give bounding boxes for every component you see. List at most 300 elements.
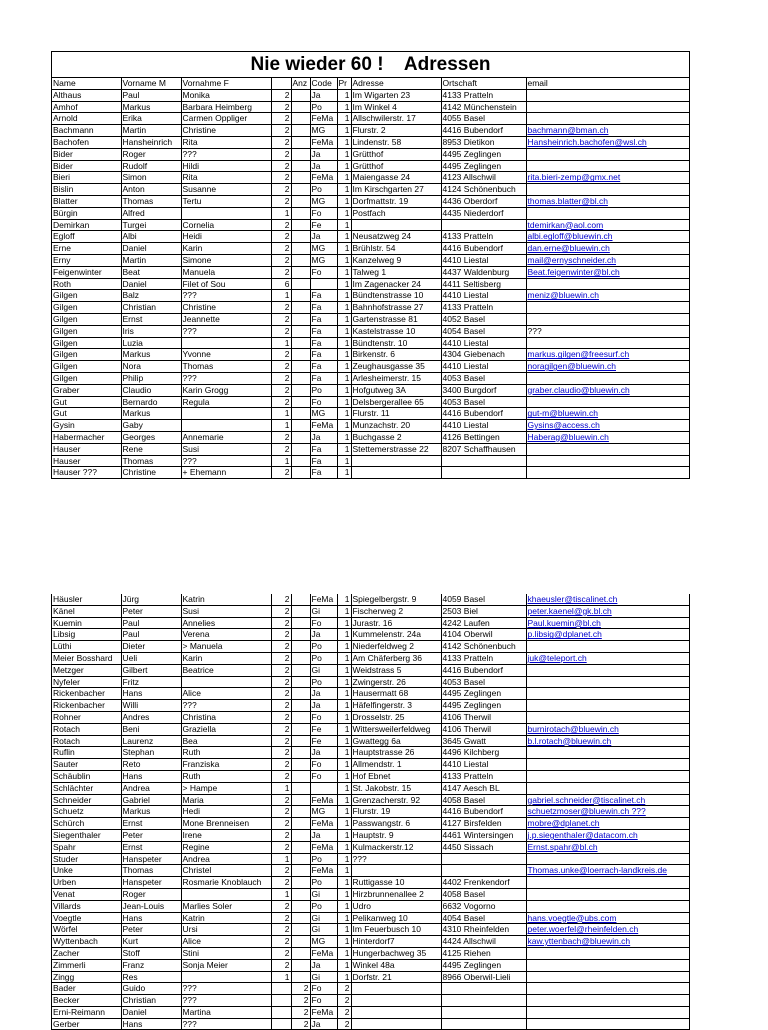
cell-pr: 1 xyxy=(337,605,351,617)
cell-locality: 4133 Pratteln xyxy=(441,231,526,243)
cell-pr: 1 xyxy=(337,829,351,841)
cell-code: MG xyxy=(310,195,337,207)
table-row xyxy=(52,431,689,443)
cell-email xyxy=(526,1006,689,1018)
cell-vorname-f: Monika xyxy=(181,89,271,101)
cell-locality: 4416 Bubendorf xyxy=(441,408,526,420)
cell-count-b xyxy=(291,900,310,912)
cell-pr: 1 xyxy=(337,384,351,396)
cell-address: Hausermatt 68 xyxy=(351,688,441,700)
cell-count-b xyxy=(291,723,310,735)
cell-vorname-m: Luzia xyxy=(121,337,181,349)
cell-count-b xyxy=(291,912,310,924)
cell-count-b xyxy=(291,629,310,641)
cell-count-b: 2 xyxy=(291,983,310,995)
cell-address: Zwingerstr. 26 xyxy=(351,676,441,688)
cell-vorname-f xyxy=(181,888,271,900)
table-row xyxy=(52,924,689,936)
cell-address: Grenzacherstr. 92 xyxy=(351,794,441,806)
cell-name: Gerber xyxy=(52,1018,121,1030)
cell-locality xyxy=(441,219,526,231)
cell-vorname-m: Albi xyxy=(121,231,181,243)
cell-name: Gilgen xyxy=(52,325,121,337)
cell-email[interactable]: Hansheinrich.bachofen@wsl.ch xyxy=(526,136,689,148)
cell-locality: 8207 Schaffhausen xyxy=(441,443,526,455)
cell-count-b xyxy=(291,877,310,889)
cell-email xyxy=(526,278,689,290)
cell-vorname-m: Simon xyxy=(121,172,181,184)
cell-code: FeMa xyxy=(310,794,337,806)
cell-vorname-m: Jürg xyxy=(121,594,181,605)
table-row xyxy=(52,184,689,196)
cell-email[interactable]: Haberag@bluewin.ch xyxy=(526,431,689,443)
cell-count-b xyxy=(291,325,310,337)
cell-vorname-f: > Hampe xyxy=(181,782,271,794)
cell-address: Im Wigarten 23 xyxy=(351,89,441,101)
cell-vorname-f: Verena xyxy=(181,629,271,641)
cell-code: MG xyxy=(310,125,337,137)
cell-code: Po xyxy=(310,384,337,396)
cell-code: Ja xyxy=(310,829,337,841)
cell-code: Po xyxy=(310,652,337,664)
cell-email[interactable]: peter.woerfel@rheinfelden.ch xyxy=(526,924,689,936)
cell-locality xyxy=(441,467,526,479)
cell-pr: 1 xyxy=(337,688,351,700)
cell-email[interactable]: burnirotach@bluewin.ch xyxy=(526,723,689,735)
cell-locality xyxy=(441,853,526,865)
cell-locality xyxy=(441,983,526,995)
table-row xyxy=(52,361,689,373)
cell-count-a: 2 xyxy=(271,641,291,653)
cell-code: Fe xyxy=(310,735,337,747)
cell-count-b xyxy=(291,172,310,184)
cell-locality: 4133 Pratteln xyxy=(441,89,526,101)
table-row xyxy=(52,617,689,629)
cell-code: FeMa xyxy=(310,420,337,432)
cell-locality: 4053 Basel xyxy=(441,372,526,384)
cell-locality: 4410 Liestal xyxy=(441,290,526,302)
cell-count-a: 2 xyxy=(271,184,291,196)
cell-pr: 1 xyxy=(337,782,351,794)
cell-email[interactable]: gut-m@bluewin.ch xyxy=(526,408,689,420)
cell-name: Zacher xyxy=(52,947,121,959)
table-row xyxy=(52,735,689,747)
cell-count-a: 1 xyxy=(271,455,291,467)
cell-name: Libsig xyxy=(52,629,121,641)
cell-vorname-f: Susanne xyxy=(181,184,271,196)
cell-vorname-m: Balz xyxy=(121,290,181,302)
cell-email xyxy=(526,443,689,455)
cell-address: Jurastr. 16 xyxy=(351,617,441,629)
cell-vorname-m: Claudio xyxy=(121,384,181,396)
cell-email xyxy=(526,313,689,325)
cell-email[interactable]: mobre@dplanet.ch xyxy=(526,818,689,830)
cell-vorname-m: Hansheinrich xyxy=(121,136,181,148)
cell-pr: 1 xyxy=(337,888,351,900)
cell-address: Flurstr. 11 xyxy=(351,408,441,420)
cell-email xyxy=(526,888,689,900)
cell-code: MG xyxy=(310,806,337,818)
cell-count-a: 1 xyxy=(271,782,291,794)
cell-count-b xyxy=(291,420,310,432)
cell-email[interactable]: khaeusler@tiscalinet.ch xyxy=(526,594,689,605)
cell-address: Passwangstr. 6 xyxy=(351,818,441,830)
cell-count-b xyxy=(291,266,310,278)
cell-locality: 4133 Pratteln xyxy=(441,652,526,664)
cell-count-a: 2 xyxy=(271,652,291,664)
cell-address xyxy=(351,995,441,1007)
cell-vorname-f: Bea xyxy=(181,735,271,747)
cell-email[interactable]: juk@teleport.ch xyxy=(526,652,689,664)
cell-name: Erne xyxy=(52,243,121,255)
cell-email xyxy=(526,337,689,349)
cell-vorname-f xyxy=(181,408,271,420)
table-row xyxy=(52,782,689,794)
cell-count-b xyxy=(291,136,310,148)
cell-email xyxy=(526,877,689,889)
cell-pr: 1 xyxy=(337,723,351,735)
table-row xyxy=(52,900,689,912)
table-row xyxy=(52,420,689,432)
cell-count-b xyxy=(291,455,310,467)
cell-pr: 1 xyxy=(337,467,351,479)
cell-pr: 1 xyxy=(337,302,351,314)
cell-vorname-m: Iris xyxy=(121,325,181,337)
cell-name: Rotach xyxy=(52,723,121,735)
cell-count-a: 2 xyxy=(271,865,291,877)
cell-email[interactable]: Paul.kuemin@bl.ch xyxy=(526,617,689,629)
cell-vorname-f: > Manuela xyxy=(181,641,271,653)
cell-name: Spahr xyxy=(52,841,121,853)
cell-locality: 4126 Bettingen xyxy=(441,431,526,443)
table-row xyxy=(52,160,689,172)
cell-email xyxy=(526,1018,689,1030)
cell-vorname-f: Alice xyxy=(181,936,271,948)
cell-vorname-f: Karin Grogg xyxy=(181,384,271,396)
cell-vorname-m: Paul xyxy=(121,629,181,641)
cell-email xyxy=(526,372,689,384)
table-row xyxy=(52,219,689,231)
cell-email[interactable]: gabriel.schneider@tiscalinet.ch xyxy=(526,794,689,806)
cell-name: Rickenbacher xyxy=(52,700,121,712)
cell-count-a: 2 xyxy=(271,266,291,278)
cell-email[interactable]: j.p.siegenthaler@datacom.ch xyxy=(526,829,689,841)
cell-locality xyxy=(441,865,526,877)
cell-name: Schürch xyxy=(52,818,121,830)
cell-vorname-m: Alfred xyxy=(121,207,181,219)
header-vorname-f: Vornahme F xyxy=(181,78,271,89)
cell-count-b xyxy=(291,254,310,266)
cell-vorname-f: Christine xyxy=(181,302,271,314)
cell-address: Talweg 1 xyxy=(351,266,441,278)
cell-code: MG xyxy=(310,243,337,255)
cell-code: MG xyxy=(310,936,337,948)
cell-address: Im Kirschgarten 27 xyxy=(351,184,441,196)
cell-vorname-f: Tertu xyxy=(181,195,271,207)
cell-address: Ruttigasse 10 xyxy=(351,877,441,889)
cell-email[interactable]: schuetzmoser@bluewin.ch ??? xyxy=(526,806,689,818)
cell-code xyxy=(310,278,337,290)
table-row xyxy=(52,947,689,959)
cell-email[interactable]: Beat.feigenwinter@bl.ch xyxy=(526,266,689,278)
cell-count-a: 2 xyxy=(271,723,291,735)
cell-vorname-m: Markus xyxy=(121,101,181,113)
cell-vorname-m: Thomas xyxy=(121,865,181,877)
cell-address: Gartenstrasse 81 xyxy=(351,313,441,325)
cell-locality: 4416 Bubendorf xyxy=(441,806,526,818)
cell-name: Gut xyxy=(52,408,121,420)
cell-email xyxy=(526,664,689,676)
cell-vorname-m: Peter xyxy=(121,924,181,936)
cell-email[interactable]: mail@ernyschneider.ch xyxy=(526,254,689,266)
cell-pr: 1 xyxy=(337,443,351,455)
cell-email xyxy=(526,396,689,408)
cell-vorname-m: Franz xyxy=(121,959,181,971)
cell-address xyxy=(351,467,441,479)
table-row xyxy=(52,195,689,207)
cell-email[interactable]: Thomas.unke@loerrach-landkreis.de xyxy=(526,865,689,877)
cell-vorname-f: Annemarie xyxy=(181,431,271,443)
cell-email[interactable]: markus.gilgen@freesurf.ch xyxy=(526,349,689,361)
cell-count-a: 2 xyxy=(271,431,291,443)
cell-email[interactable]: Gysins@access.ch xyxy=(526,420,689,432)
cell-vorname-f: Barbara Heimberg xyxy=(181,101,271,113)
cell-count-a: 2 xyxy=(271,136,291,148)
cell-email[interactable]: hans.voegtle@ubs.com xyxy=(526,912,689,924)
cell-pr: 1 xyxy=(337,290,351,302)
cell-pr: 1 xyxy=(337,770,351,782)
cell-name: Hauser ??? xyxy=(52,467,121,479)
address-sheet-bottom xyxy=(51,594,690,1030)
cell-locality: 4106 Therwil xyxy=(441,711,526,723)
table-row xyxy=(52,113,689,125)
cell-email[interactable]: graber.claudio@bluewin.ch xyxy=(526,384,689,396)
cell-email xyxy=(526,688,689,700)
cell-address xyxy=(351,1006,441,1018)
cell-vorname-f xyxy=(181,420,271,432)
cell-pr: 1 xyxy=(337,195,351,207)
cell-locality: 4436 Oberdorf xyxy=(441,195,526,207)
cell-count-a: 2 xyxy=(271,676,291,688)
cell-name: Schlächter xyxy=(52,782,121,794)
cell-pr: 1 xyxy=(337,148,351,160)
cell-locality: 4416 Bubendorf xyxy=(441,664,526,676)
table-row xyxy=(52,1006,689,1018)
cell-email xyxy=(526,302,689,314)
cell-locality: 4133 Pratteln xyxy=(441,770,526,782)
cell-count-b xyxy=(291,148,310,160)
cell-name: Gysin xyxy=(52,420,121,432)
cell-email[interactable]: p.libsig@dplanet.ch xyxy=(526,629,689,641)
cell-code: Fo xyxy=(310,396,337,408)
cell-email[interactable]: rita.bieri-zemp@gmx.net xyxy=(526,172,689,184)
cell-name: Zingg xyxy=(52,971,121,983)
cell-vorname-f: Sonja Meier xyxy=(181,959,271,971)
table-row xyxy=(52,664,689,676)
cell-vorname-f: Mone Brenneisen xyxy=(181,818,271,830)
cell-pr: 2 xyxy=(337,1006,351,1018)
cell-pr: 1 xyxy=(337,408,351,420)
table-row xyxy=(52,372,689,384)
cell-address: Maiengasse 24 xyxy=(351,172,441,184)
cell-code: Fo xyxy=(310,995,337,1007)
cell-code: FeMa xyxy=(310,818,337,830)
cell-code: Fa xyxy=(310,290,337,302)
cell-count-a: 2 xyxy=(271,594,291,605)
cell-locality: 4304 Giebenach xyxy=(441,349,526,361)
cell-count-b xyxy=(291,688,310,700)
table-row xyxy=(52,829,689,841)
cell-count-a xyxy=(271,983,291,995)
cell-pr: 1 xyxy=(337,89,351,101)
cell-vorname-f: Susi xyxy=(181,605,271,617)
cell-vorname-m: Rudolf xyxy=(121,160,181,172)
cell-pr: 1 xyxy=(337,278,351,290)
cell-email[interactable]: albi.egloff@bluewin.ch xyxy=(526,231,689,243)
cell-vorname-f: ??? xyxy=(181,372,271,384)
cell-vorname-m: Georges xyxy=(121,431,181,443)
table-row xyxy=(52,605,689,617)
cell-pr: 1 xyxy=(337,372,351,384)
table-row xyxy=(52,888,689,900)
cell-pr: 1 xyxy=(337,136,351,148)
table-row xyxy=(52,770,689,782)
cell-code: Fa xyxy=(310,313,337,325)
cell-pr: 2 xyxy=(337,1018,351,1030)
cell-name: Hauser xyxy=(52,455,121,467)
cell-vorname-f: Regula xyxy=(181,396,271,408)
cell-name: Gilgen xyxy=(52,349,121,361)
cell-count-b xyxy=(291,759,310,771)
cell-locality: 3400 Burgdorf xyxy=(441,384,526,396)
cell-address: Allschwilerstr. 17 xyxy=(351,113,441,125)
table-row xyxy=(52,302,689,314)
cell-count-a: 2 xyxy=(271,947,291,959)
cell-code: MG xyxy=(310,254,337,266)
cell-email xyxy=(526,959,689,971)
cell-email[interactable]: Ernst.spahr@bl.ch xyxy=(526,841,689,853)
cell-email xyxy=(526,700,689,712)
cell-vorname-m: Res xyxy=(121,971,181,983)
cell-vorname-m: Gilbert xyxy=(121,664,181,676)
cell-locality: 4123 Allschwil xyxy=(441,172,526,184)
cell-name: Rotach xyxy=(52,735,121,747)
cell-email[interactable]: tdemirkan@aol.com xyxy=(526,219,689,231)
cell-code: Ja xyxy=(310,231,337,243)
cell-address: Drosselstr. 25 xyxy=(351,711,441,723)
cell-address: Im Winkel 4 xyxy=(351,101,441,113)
cell-code: Fa xyxy=(310,361,337,373)
cell-count-a: 2 xyxy=(271,396,291,408)
header-count-b: Anz xyxy=(291,78,310,89)
table-row xyxy=(52,865,689,877)
cell-pr: 1 xyxy=(337,900,351,912)
cell-count-a: 6 xyxy=(271,278,291,290)
cell-address xyxy=(351,1018,441,1030)
cell-address: Buchgasse 2 xyxy=(351,431,441,443)
cell-locality: 4424 Allschwil xyxy=(441,936,526,948)
cell-email[interactable]: noragilgen@bluewin.ch xyxy=(526,361,689,373)
cell-vorname-f: Irene xyxy=(181,829,271,841)
table-row xyxy=(52,278,689,290)
cell-code: Fo xyxy=(310,207,337,219)
cell-email[interactable]: peter.kaenel@gk.bl.ch xyxy=(526,605,689,617)
cell-vorname-m: Thomas xyxy=(121,455,181,467)
header-count-a xyxy=(271,78,291,89)
table-row xyxy=(52,759,689,771)
cell-count-b xyxy=(291,865,310,877)
header-row xyxy=(52,78,689,89)
sheet-title: Nie wieder 60 ! Adressen xyxy=(52,52,689,78)
cell-vorname-m: Hanspeter xyxy=(121,877,181,889)
cell-email xyxy=(526,971,689,983)
table-row xyxy=(52,243,689,255)
cell-vorname-m: Ernst xyxy=(121,818,181,830)
cell-code: Ja xyxy=(310,959,337,971)
cell-code: Fo xyxy=(310,759,337,771)
cell-email[interactable]: bachmann@bman.ch xyxy=(526,125,689,137)
cell-locality: 4242 Laufen xyxy=(441,617,526,629)
cell-pr: 1 xyxy=(337,455,351,467)
cell-address: Hauptstr. 9 xyxy=(351,829,441,841)
cell-email[interactable]: kaw.yttenbach@bluewin.ch xyxy=(526,936,689,948)
cell-email xyxy=(526,947,689,959)
cell-vorname-m: Anton xyxy=(121,184,181,196)
cell-count-b xyxy=(291,652,310,664)
cell-pr: 1 xyxy=(337,101,351,113)
cell-vorname-f: Marlies Soler xyxy=(181,900,271,912)
cell-count-b xyxy=(291,243,310,255)
cell-email xyxy=(526,711,689,723)
cell-count-b xyxy=(291,337,310,349)
cell-code: FeMa xyxy=(310,865,337,877)
cell-vorname-f: Hildi xyxy=(181,160,271,172)
cell-name: Siegenthaler xyxy=(52,829,121,841)
cell-locality: 4416 Bubendorf xyxy=(441,243,526,255)
cell-count-b xyxy=(291,408,310,420)
cell-locality: 4411 Seltisberg xyxy=(441,278,526,290)
cell-email[interactable]: b.l.rotach@bluewin.ch xyxy=(526,735,689,747)
cell-address: Postfach xyxy=(351,207,441,219)
cell-vorname-f: Christine xyxy=(181,125,271,137)
cell-vorname-f: ??? xyxy=(181,325,271,337)
table-row xyxy=(52,794,689,806)
cell-email[interactable]: dan.erne@bluewin.ch xyxy=(526,243,689,255)
address-table-bottom xyxy=(52,594,689,1030)
cell-name: Demirkan xyxy=(52,219,121,231)
cell-vorname-f xyxy=(181,971,271,983)
cell-email[interactable]: thomas.blatter@bl.ch xyxy=(526,195,689,207)
cell-vorname-f: Franziska xyxy=(181,759,271,771)
cell-name: Althaus xyxy=(52,89,121,101)
cell-address xyxy=(351,983,441,995)
header-email: email xyxy=(526,78,689,89)
cell-email[interactable]: meniz@bluewin.ch xyxy=(526,290,689,302)
cell-count-a: 1 xyxy=(271,853,291,865)
cell-pr: 1 xyxy=(337,172,351,184)
cell-vorname-f: Cornelia xyxy=(181,219,271,231)
cell-address: Häfelfingerstr. 3 xyxy=(351,700,441,712)
cell-count-b: 2 xyxy=(291,1018,310,1030)
cell-address: Stettemerstrasse 22 xyxy=(351,443,441,455)
cell-vorname-f: ??? xyxy=(181,455,271,467)
cell-address: Neusatzweg 24 xyxy=(351,231,441,243)
cell-count-b xyxy=(291,947,310,959)
cell-code: Gi xyxy=(310,912,337,924)
cell-count-a: 1 xyxy=(271,290,291,302)
cell-count-b xyxy=(291,396,310,408)
cell-code: FeMa xyxy=(310,1006,337,1018)
